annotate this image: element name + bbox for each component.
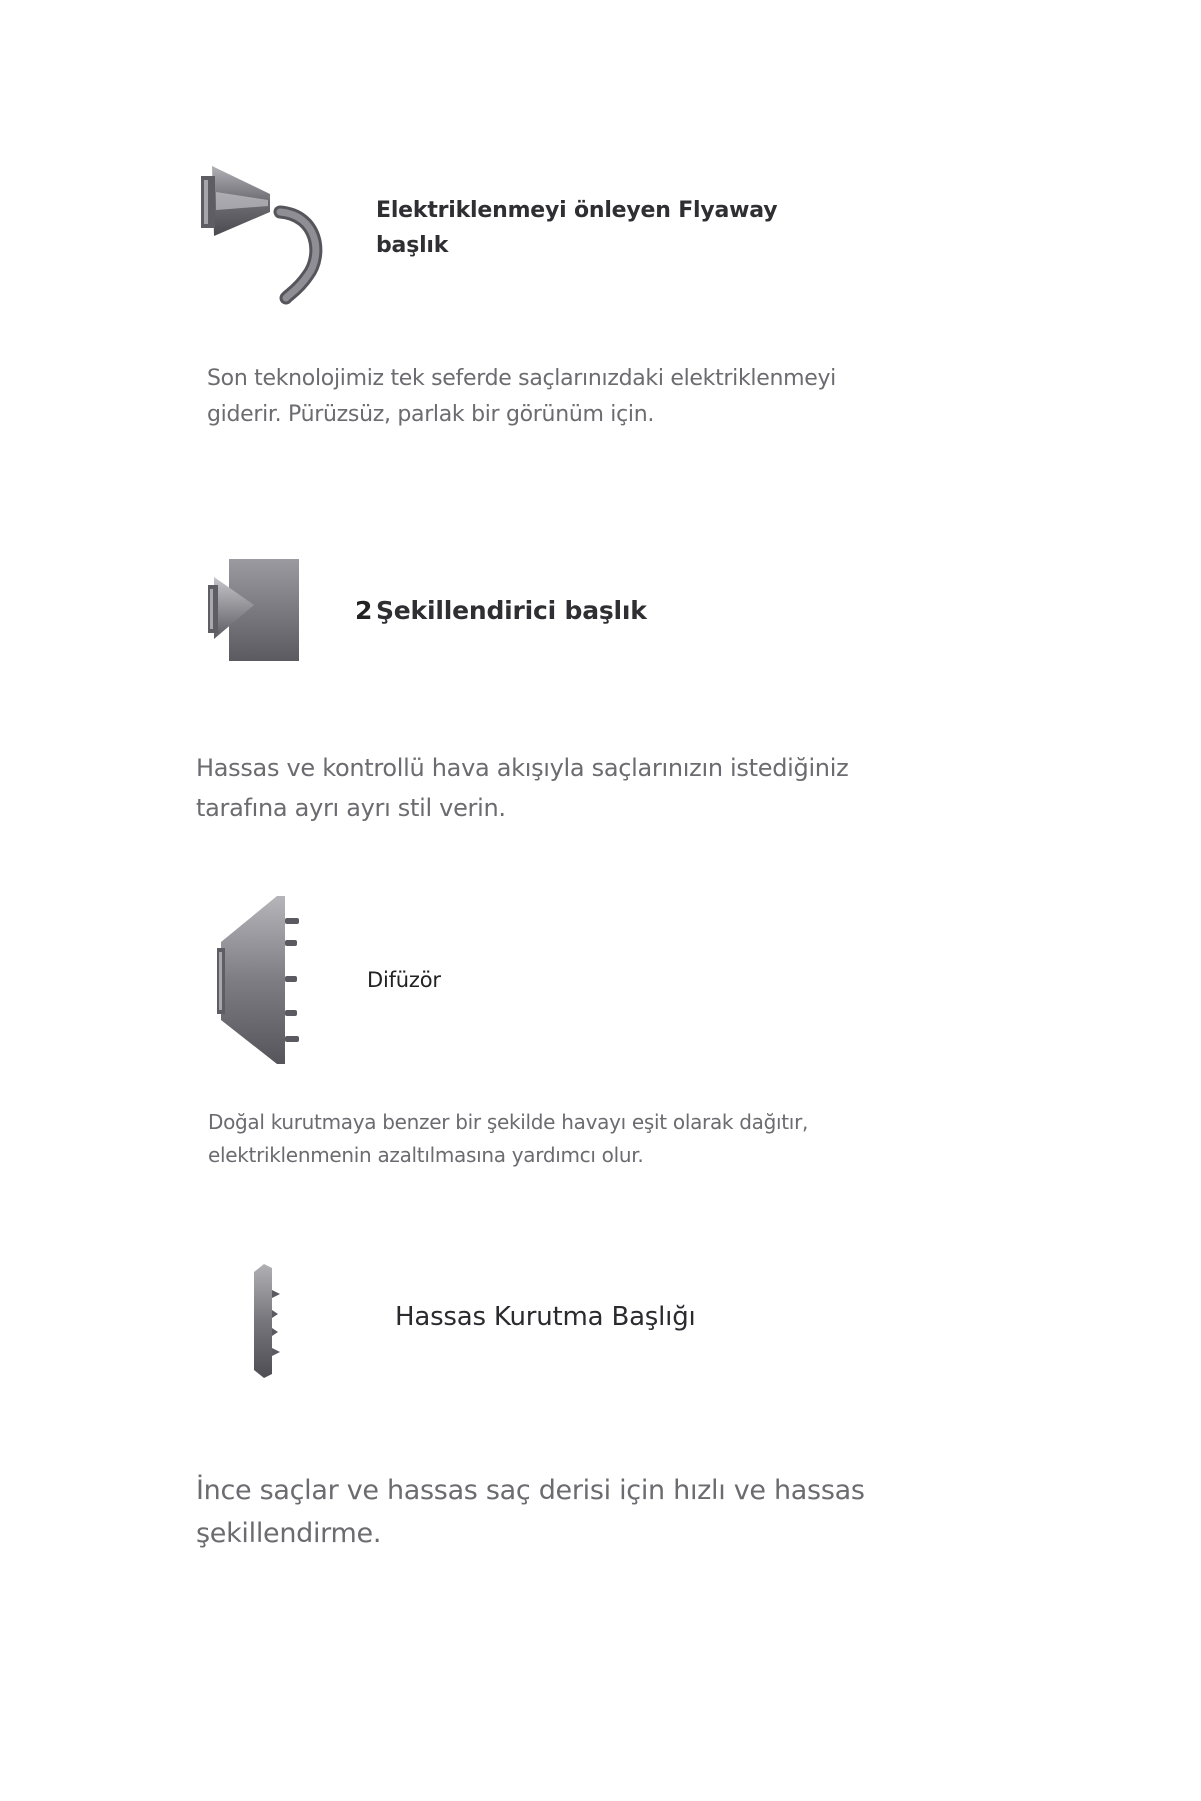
gentle-air-attachment-icon bbox=[250, 1262, 290, 1380]
accessory-title: Hassas Kurutma Başlığı bbox=[395, 1302, 696, 1332]
accessory-description-line2: tarafına ayrı ayrı stil verin. bbox=[196, 794, 506, 822]
accessory-title-line2: başlık bbox=[376, 233, 449, 258]
accessory-description-line1: Hassas ve kontrollü hava akışıyla saçlarınızın istediğiniz bbox=[196, 754, 849, 782]
accessory-description-line2: şekillendirme. bbox=[196, 1518, 382, 1549]
flyaway-attachment-icon bbox=[198, 160, 328, 305]
accessory-title: Şekillendirici başlık bbox=[376, 596, 647, 625]
styling-concentrator-icon bbox=[204, 555, 304, 665]
accessory-description-line2: giderir. Pürüzsüz, parlak bir görünüm için. bbox=[207, 402, 655, 427]
accessory-title-number: 2 bbox=[355, 596, 373, 625]
accessory-description-line1: Doğal kurutmaya benzer bir şekilde havayı eşit olarak dağıtır, bbox=[208, 1110, 809, 1134]
diffuser-icon bbox=[215, 890, 305, 1070]
accessory-description-line1: İnce saçlar ve hassas saç derisi için hızlı ve hassas bbox=[196, 1475, 865, 1506]
accessory-title-line1: Elektriklenmeyi önleyen Flyaway bbox=[376, 198, 778, 223]
accessory-description-line1: Son teknolojimiz tek seferde saçlarınızdaki elektriklenmeyi bbox=[207, 366, 836, 391]
accessory-title: Difüzör bbox=[367, 968, 441, 992]
accessory-description-line2: elektriklenmenin azaltılmasına yardımcı olur. bbox=[208, 1143, 644, 1167]
